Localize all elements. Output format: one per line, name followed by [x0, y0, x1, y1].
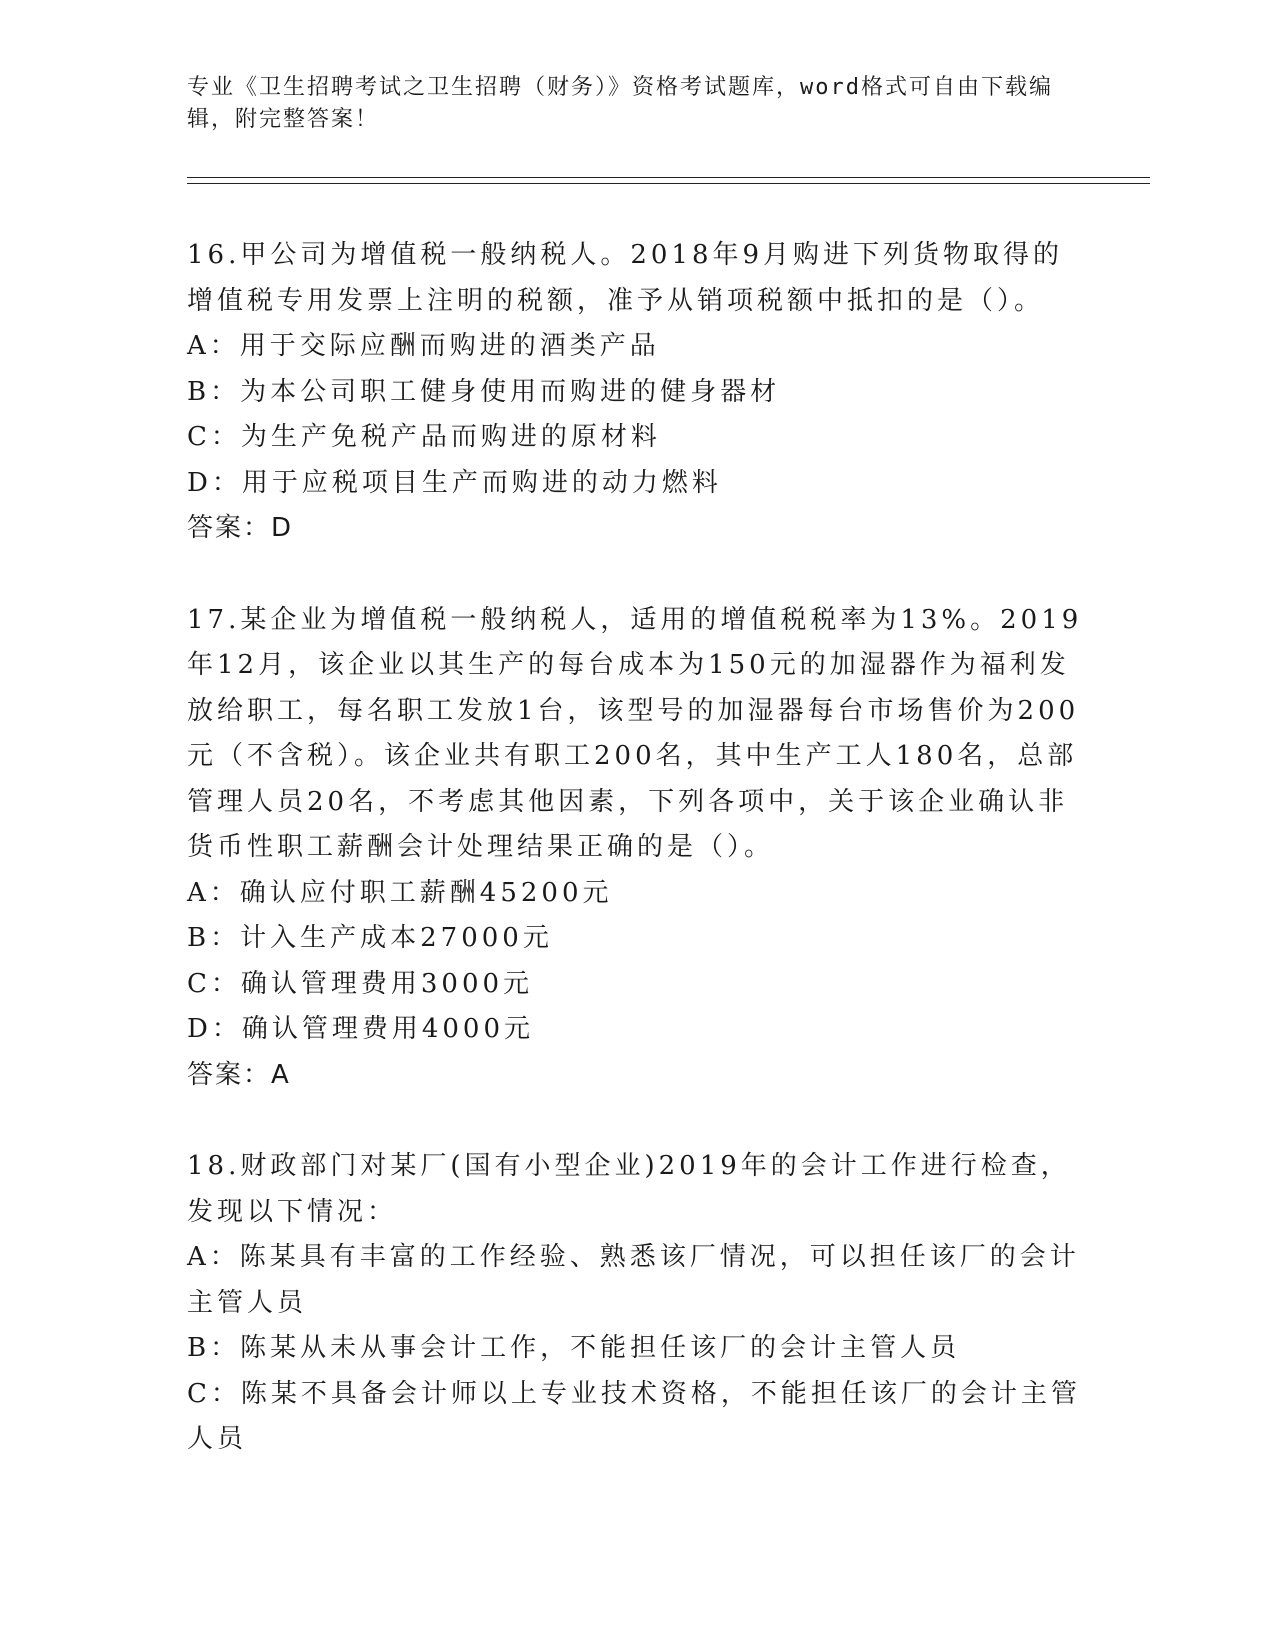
question-list — [187, 233, 1087, 1463]
option-a: A：陈某具有丰富的工作经验、熟悉该厂情况，可以担任该厂的会计主管人员 — [187, 1242, 1080, 1318]
header-divider-bottom — [187, 183, 1150, 184]
answer-label: 答案：A — [187, 1059, 291, 1090]
option-c: C：陈某不具备会计师以上专业技术资格，不能担任该厂的会计主管人员 — [187, 1378, 1081, 1454]
question-stem: 16.甲公司为增值税一般纳税人。2018年9月购进下列货物取得的增值税专用发票上注明的税额，准予从销项税额中抵扣的是（）。 — [187, 240, 1064, 316]
document-header — [187, 72, 1067, 136]
question-spacer — [187, 1098, 1087, 1144]
header-intro: 专业《卫生招聘考试之卫生招聘（财务）》资格考试题库，word格式可自由下载编辑，附完整答案！ — [187, 75, 1053, 132]
question-spacer — [187, 552, 1087, 598]
option-b: B：为本公司职工健身使用而购进的健身器材 — [187, 376, 781, 407]
option-b: B：计入生产成本27000元 — [187, 923, 553, 953]
option-d: D：确认管理费用4000元 — [187, 1014, 535, 1044]
option-a: A：确认应付职工薪酬45200元 — [187, 877, 613, 908]
question-16 — [187, 233, 1087, 552]
header-divider-top — [187, 177, 1150, 178]
option-c: C：确认管理费用3000元 — [187, 968, 534, 999]
answer-label: 答案：D — [187, 513, 294, 543]
option-c: C：为生产免税产品而购进的原材料 — [187, 422, 661, 452]
question-17 — [187, 598, 1087, 1099]
option-d: D：用于应税项目生产而购进的动力燃料 — [187, 467, 722, 498]
option-b: B：陈某从未从事会计工作，不能担任该厂的会计主管人员 — [187, 1333, 961, 1363]
option-a: A：用于交际应酬而购进的酒类产品 — [187, 331, 660, 361]
question-stem: 18.财政部门对某厂(国有小型企业)2019年的会计工作进行检查，发现以下情况： — [187, 1151, 1071, 1227]
question-18 — [187, 1144, 1087, 1463]
question-stem: 17.某企业为增值税一般纳税人，适用的增值税税率为13%。2019年12月，该企业以其生产的每台成本为150元的加湿器作为福利发放给职工，每名职工发放1台，该型号的加湿器每台市场售价为200元（不含税）。该企业共有职工200名，其中生产工人180名，总部管理人员20名，不考虑其他因素，下列各项中，关于该企业确认非货币性职工薪酬会计处理结果正确的是（）。 — [187, 604, 1083, 862]
